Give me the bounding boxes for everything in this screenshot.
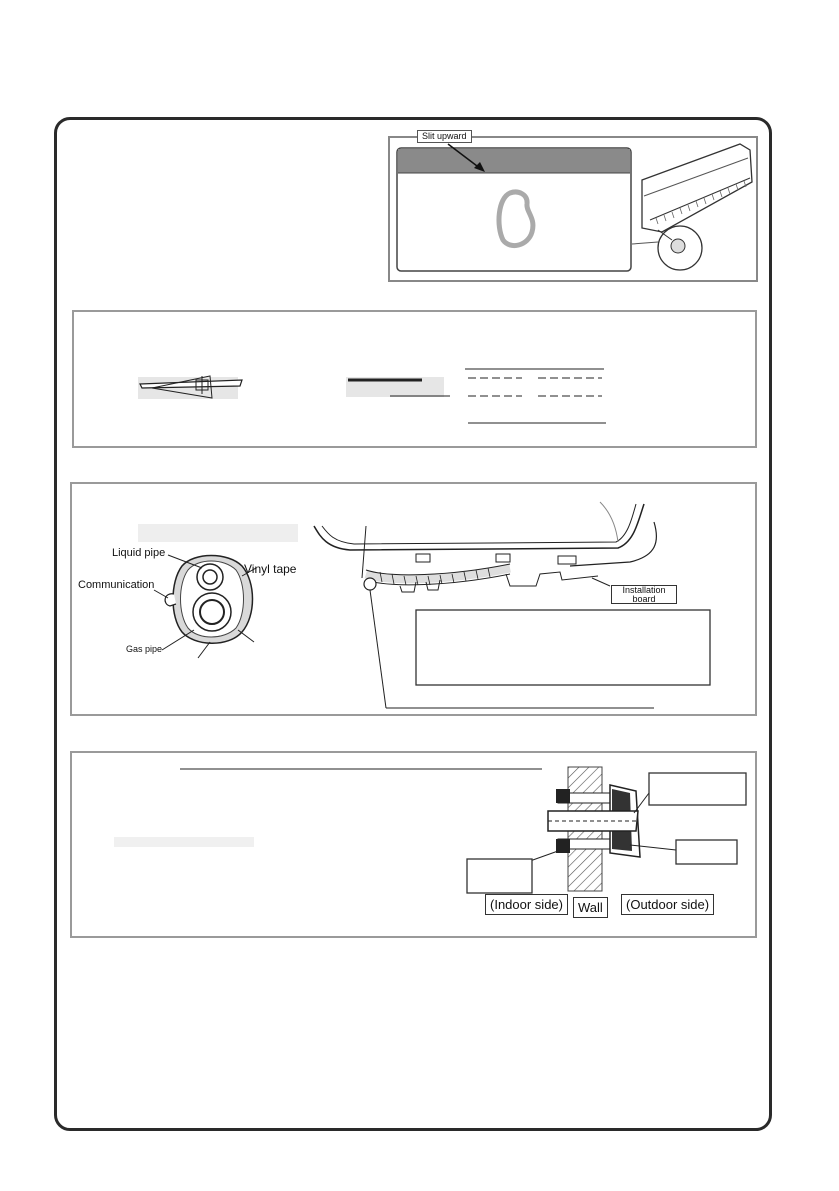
vinyl-tape-label: Vinyl tape xyxy=(244,562,297,576)
liquid-pipe-label: Liquid pipe xyxy=(112,547,166,559)
board-label: board xyxy=(632,594,656,605)
wall-label: Wall xyxy=(573,897,608,918)
communication-label: Communication xyxy=(78,579,155,591)
outdoor-side-label: (Outdoor side) xyxy=(621,894,714,915)
slit-upward-label: Slit upward xyxy=(417,130,472,143)
slit-drawing xyxy=(388,136,758,282)
installation-label: Installation xyxy=(622,585,666,595)
indoor-side-label: (Indoor side) xyxy=(485,894,568,915)
installation-board-tag xyxy=(611,585,677,604)
pipe-cut-drawing xyxy=(72,310,757,448)
gas-pipe-label: Gas pipe xyxy=(126,644,163,654)
